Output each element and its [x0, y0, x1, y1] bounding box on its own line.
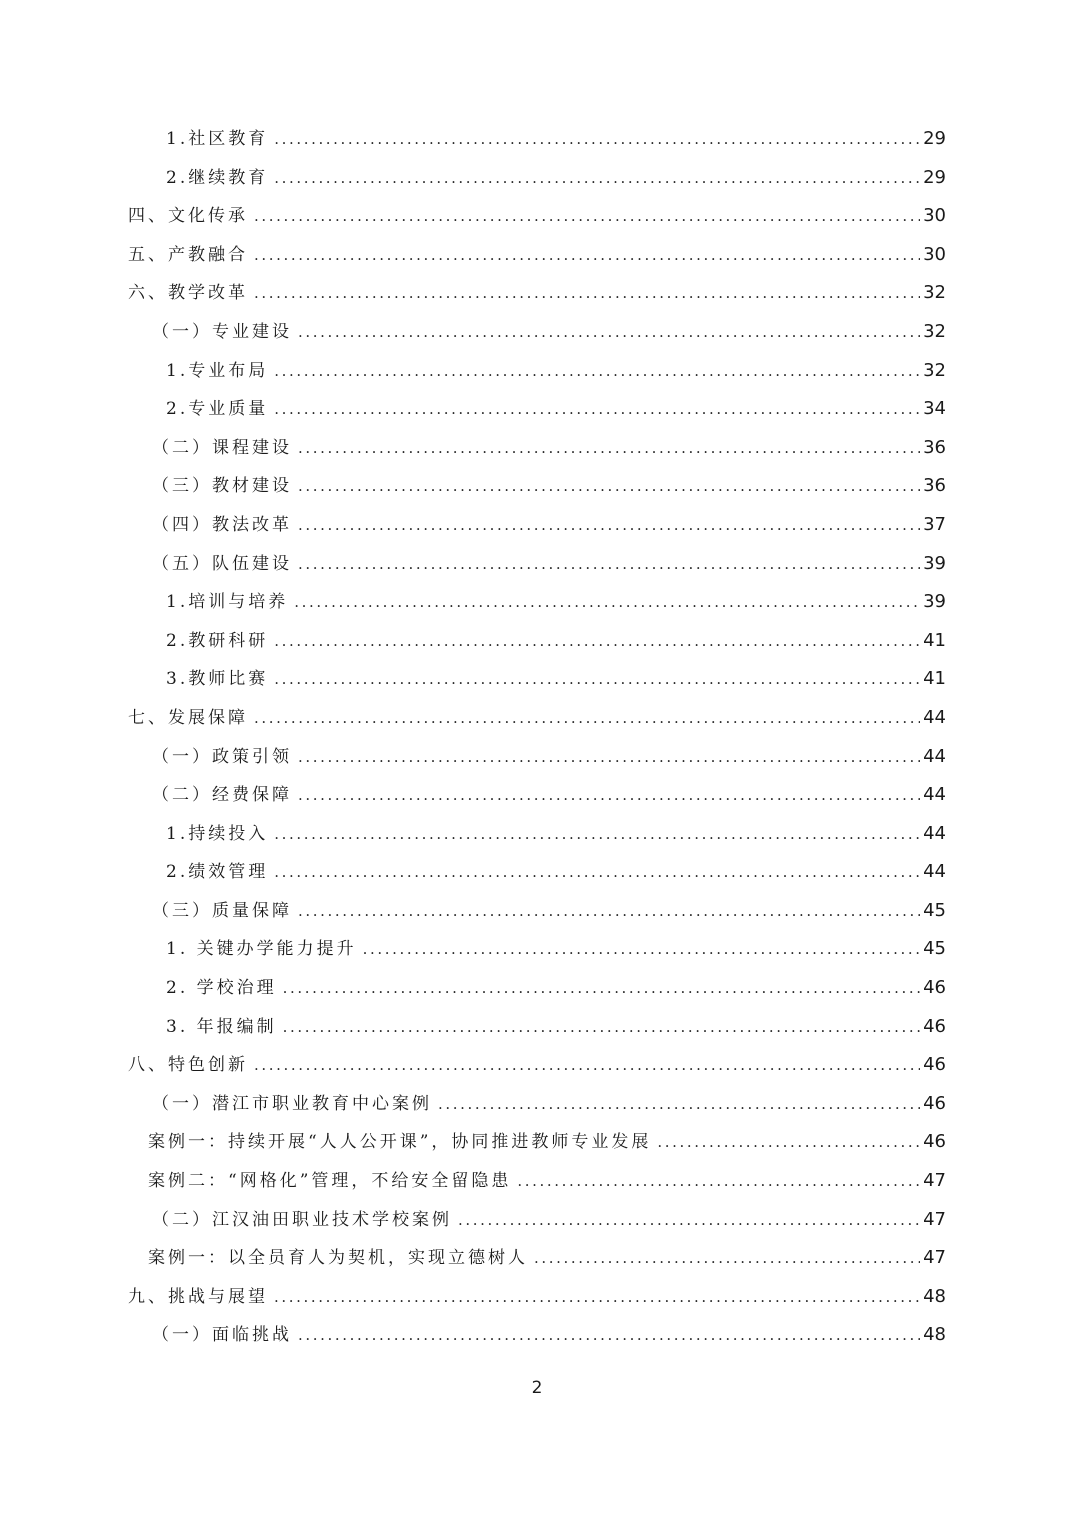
toc-entry-page: 48 [923, 1285, 946, 1307]
toc-entry[interactable] [0, 626, 1074, 665]
toc-dot-leader [274, 169, 920, 187]
toc-entry[interactable] [0, 1166, 1074, 1205]
toc-dot-leader [274, 362, 920, 380]
toc-entry-title: 1.培训与培养 [166, 592, 289, 613]
toc-dot-leader [298, 902, 920, 920]
toc-entry[interactable] [0, 433, 1074, 472]
toc-dot-leader [254, 207, 920, 225]
toc-entry-title: 1.专业布局 [166, 360, 269, 381]
table-of-contents [0, 124, 1074, 1359]
toc-entry[interactable] [0, 278, 1074, 317]
toc-dot-leader [274, 632, 920, 650]
toc-entry-page: 45 [923, 899, 946, 921]
toc-entry-title: （二）江汉油田职业技术学校案例 [152, 1209, 452, 1230]
toc-entry-title: 四、文化传承 [128, 206, 248, 227]
toc-entry-page: 45 [923, 938, 946, 960]
toc-entry-title: 1. 关键办学能力提升 [166, 939, 357, 960]
toc-dot-leader [363, 940, 920, 958]
toc-entry[interactable] [0, 1243, 1074, 1282]
toc-entry[interactable] [0, 1050, 1074, 1089]
toc-entry-page: 47 [923, 1170, 946, 1192]
toc-entry-title: 案例二：“网格化”管理，不给安全留隐患 [148, 1171, 512, 1192]
toc-entry[interactable] [0, 317, 1074, 356]
toc-entry-title: 五、产教融合 [128, 244, 248, 265]
toc-entry-title: 3.教师比赛 [166, 669, 269, 690]
toc-entry-page: 39 [923, 591, 946, 613]
toc-entry-page: 46 [923, 1054, 946, 1076]
toc-entry[interactable] [0, 742, 1074, 781]
toc-entry-title: 3. 年报编制 [166, 1016, 277, 1037]
toc-dot-leader [283, 979, 920, 997]
page-number: 2 [531, 1378, 543, 1398]
toc-entry-title: 案例一：以全员育人为契机，实现立德树人 [148, 1248, 528, 1269]
toc-entry-page: 37 [923, 513, 946, 535]
toc-entry-page: 44 [923, 784, 946, 806]
toc-entry[interactable] [0, 124, 1074, 163]
toc-entry[interactable] [0, 1320, 1074, 1359]
toc-entry-title: （一）潜江市职业教育中心案例 [152, 1093, 432, 1114]
toc-entry-page: 47 [923, 1247, 946, 1269]
toc-entry-page: 44 [923, 822, 946, 844]
toc-dot-leader [254, 284, 920, 302]
toc-dot-leader [254, 1056, 920, 1074]
toc-dot-leader [274, 863, 920, 881]
toc-entry[interactable] [0, 664, 1074, 703]
toc-entry[interactable] [0, 973, 1074, 1012]
toc-dot-leader [517, 1172, 920, 1190]
toc-entry-title: 2. 学校治理 [166, 978, 277, 999]
toc-entry-page: 32 [923, 359, 946, 381]
toc-entry[interactable] [0, 1282, 1074, 1321]
toc-entry[interactable] [0, 201, 1074, 240]
toc-entry[interactable] [0, 1127, 1074, 1166]
toc-entry-title: （二）经费保障 [152, 785, 292, 806]
toc-entry-page: 30 [923, 243, 946, 265]
toc-dot-leader [274, 670, 920, 688]
toc-dot-leader [298, 786, 920, 804]
toc-dot-leader [274, 130, 920, 148]
toc-entry[interactable] [0, 549, 1074, 588]
toc-entry[interactable] [0, 471, 1074, 510]
toc-entry-page: 29 [923, 166, 946, 188]
toc-dot-leader [534, 1249, 920, 1267]
toc-entry-page: 36 [923, 475, 946, 497]
toc-entry-title: 2.专业质量 [166, 399, 269, 420]
toc-dot-leader [254, 709, 920, 727]
toc-dot-leader [298, 323, 920, 341]
toc-dot-leader [298, 748, 920, 766]
toc-entry-page: 39 [923, 552, 946, 574]
toc-entry[interactable] [0, 819, 1074, 858]
toc-entry-title: 九、挑战与展望 [128, 1286, 268, 1307]
toc-entry-title: 六、教学改革 [128, 283, 248, 304]
toc-entry-page: 44 [923, 745, 946, 767]
toc-dot-leader [298, 555, 920, 573]
toc-dot-leader [298, 477, 920, 495]
toc-entry[interactable] [0, 857, 1074, 896]
toc-entry[interactable] [0, 1012, 1074, 1051]
toc-entry-title: 1.社区教育 [166, 129, 269, 149]
toc-entry-title: （五）队伍建设 [152, 553, 292, 574]
toc-dot-leader [298, 1326, 920, 1344]
toc-entry-page: 44 [923, 861, 946, 883]
toc-dot-leader [254, 246, 920, 264]
toc-entry-title: 八、特色创新 [128, 1055, 248, 1076]
toc-dot-leader [274, 400, 920, 418]
toc-entry[interactable] [0, 703, 1074, 742]
toc-dot-leader [283, 1018, 920, 1036]
toc-entry-title: 2.教研科研 [166, 630, 269, 651]
toc-entry-page: 32 [923, 282, 946, 304]
toc-entry-page: 46 [923, 1015, 946, 1037]
toc-entry-page: 29 [923, 128, 946, 149]
toc-entry-page: 36 [923, 436, 946, 458]
toc-entry[interactable] [0, 780, 1074, 819]
toc-entry-page: 44 [923, 706, 946, 728]
toc-dot-leader [657, 1133, 920, 1151]
toc-entry-page: 48 [923, 1324, 946, 1346]
toc-dot-leader [438, 1095, 920, 1113]
toc-entry-page: 47 [923, 1208, 946, 1230]
toc-entry-page: 46 [923, 1092, 946, 1114]
toc-entry-page: 41 [923, 629, 946, 651]
toc-entry-page: 30 [923, 205, 946, 227]
toc-entry-page: 32 [923, 320, 946, 342]
toc-entry[interactable] [0, 356, 1074, 395]
toc-entry[interactable] [0, 240, 1074, 279]
toc-entry-title: 2.继续教育 [166, 167, 269, 188]
toc-entry-page: 46 [923, 977, 946, 999]
toc-dot-leader [458, 1211, 920, 1229]
toc-entry-title: （一）政策引领 [152, 746, 292, 767]
toc-entry[interactable] [0, 934, 1074, 973]
toc-entry[interactable] [0, 163, 1074, 202]
toc-entry-title: （二）课程建设 [152, 437, 292, 458]
toc-entry-page: 46 [923, 1131, 946, 1153]
toc-entry-title: 2.绩效管理 [166, 862, 269, 883]
toc-entry-title: 七、发展保障 [128, 707, 248, 728]
toc-entry[interactable] [0, 1089, 1074, 1128]
toc-entry-page: 41 [923, 668, 946, 690]
toc-entry-title: 案例一：持续开展“人人公开课”，协同推进教师专业发展 [148, 1132, 652, 1153]
toc-entry-title: （三）教材建设 [152, 476, 292, 497]
toc-entry-title: （三）质量保障 [152, 900, 292, 921]
toc-dot-leader [274, 825, 920, 843]
toc-entry[interactable] [0, 394, 1074, 433]
toc-entry-page: 34 [923, 398, 946, 420]
toc-entry-title: 1.持续投入 [166, 823, 269, 844]
toc-entry-title: （一）面临挑战 [152, 1325, 292, 1346]
toc-dot-leader [274, 1288, 920, 1306]
toc-entry[interactable] [0, 896, 1074, 935]
toc-dot-leader [294, 593, 920, 611]
toc-entry-title: （一）专业建设 [152, 321, 292, 342]
toc-entry[interactable] [0, 587, 1074, 626]
toc-entry[interactable] [0, 1205, 1074, 1244]
toc-dot-leader [298, 439, 920, 457]
toc-entry[interactable] [0, 510, 1074, 549]
toc-dot-leader [298, 516, 920, 534]
toc-entry-title: （四）教法改革 [152, 514, 292, 535]
